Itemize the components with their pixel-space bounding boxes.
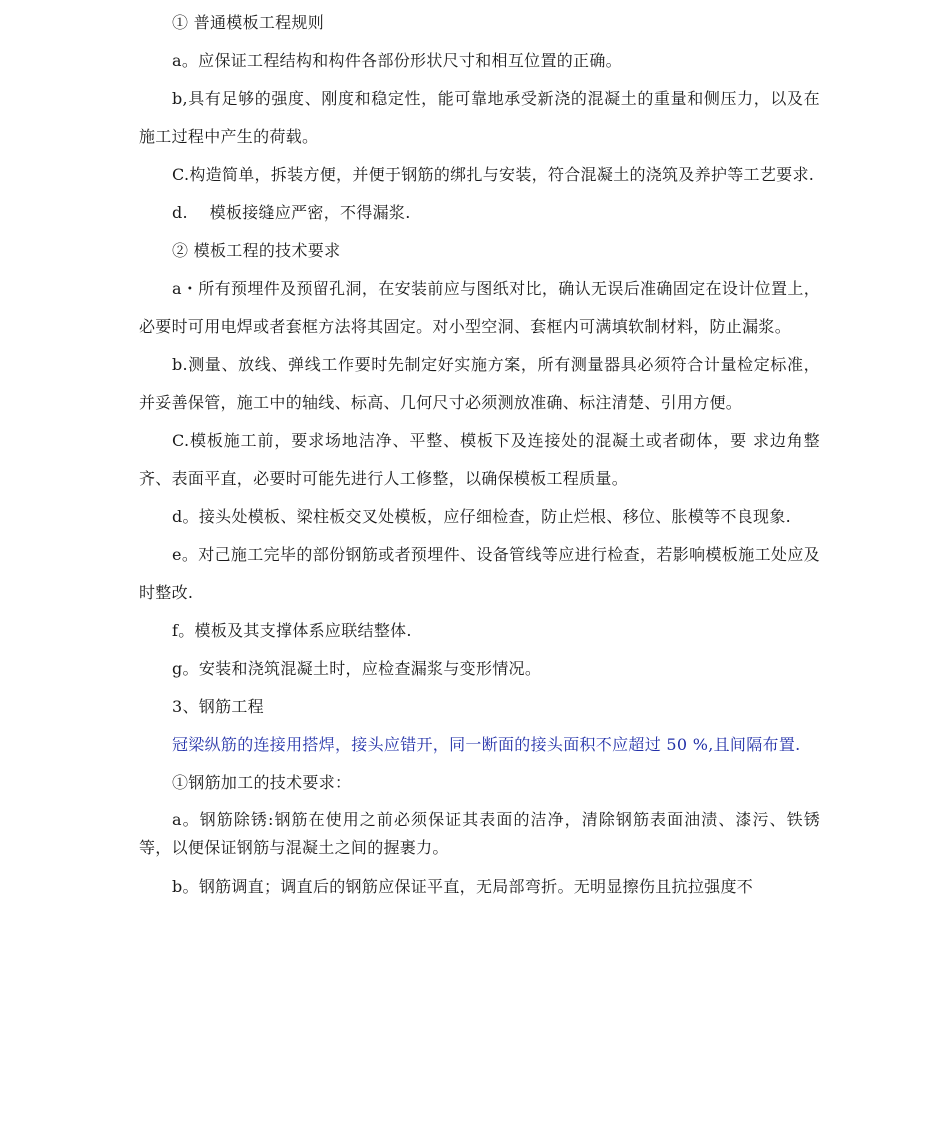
paragraph-b-strength: b,具有足够的强度、刚度和稳定性，能可靠地承受新浇的混凝土的重量和侧压力，以及在施工过程中产生的荷载。 [139, 89, 820, 146]
highlighted-paragraph-crown-beam: 冠梁纵筋的连接用搭焊，接头应错开，同一断面的接头面积不应超过 50 %,且间隔布置. [172, 735, 801, 754]
paragraph-f-support-system: f。模板及其支撑体系应联结整体. [172, 621, 412, 640]
paragraph-d-joint-inspection: d。接头处模板、梁柱板交叉处模板，应仔细检查，防止烂根、移位、胀模等不良现象. [172, 507, 792, 526]
paragraph-g-pouring-check: g。安装和浇筑混凝土时，应检查漏浆与变形情况。 [172, 659, 542, 678]
paragraph-b-surveying: b.测量、放线、弹线工作要时先制定好实施方案，所有测量器具必须符合计量检定标准，并妥善保管，施工中的轴线、标高、几何尺寸必须测放准确、标注清楚、引用方便。 [139, 355, 820, 412]
paragraph-e-check-completed-parts: e。对己施工完毕的部份钢筋或者预埋件、设备管线等应进行检查，若影响模板施工处应及时整改. [139, 545, 820, 602]
document-page [139, 4, 820, 906]
section-heading-rebar-engineering: 3、钢筋工程 [172, 697, 264, 716]
paragraph-a-embedded-parts: a・所有预埋件及预留孔洞，在安装前应与图纸对比，确认无误后准确固定在设计位置上，必要时可用电焊或者套框方法将其固定。对小型空洞、套框内可满填软制材料，防止漏浆。 [139, 279, 820, 336]
paragraph-d-tight-seams: d. 模板接缝应严密，不得漏浆. [172, 203, 411, 222]
section-heading-rebar-processing: ①钢筋加工的技术要求： [172, 773, 352, 792]
section-heading-ordinary-formwork: ① 普通模板工程规则 [172, 13, 325, 32]
paragraph-c-site-preparation: C.模板施工前，要求场地洁净、平整、模板下及连接处的混凝土或者砌体，要 求边角整齐、表面平直，必要时可能先进行人工修整，以确保模板工程质量。 [139, 431, 820, 488]
paragraph-a-rust-removal: a。钢筋除锈:钢筋在使用之前必须保证其表面的洁净，清除钢筋表面油渍、漆污、铁锈等，以便保证钢筋与混凝土之间的握裹力。 [139, 810, 820, 857]
paragraph-c-simple-construction: C.构造简单，拆装方便，并便于钢筋的绑扎与安装，符合混凝土的浇筑及养护等工艺要求. [172, 165, 815, 184]
paragraph-a-shape-accuracy: a。应保证工程结构和构件各部份形状尺寸和相互位置的正确。 [172, 51, 622, 70]
section-heading-technical-requirements: ② 模板工程的技术要求 [172, 241, 341, 260]
paragraph-b-straightening: b。钢筋调直；调直后的钢筋应保证平直，无局部弯折。无明显擦伤且抗拉强度不 [172, 877, 754, 896]
